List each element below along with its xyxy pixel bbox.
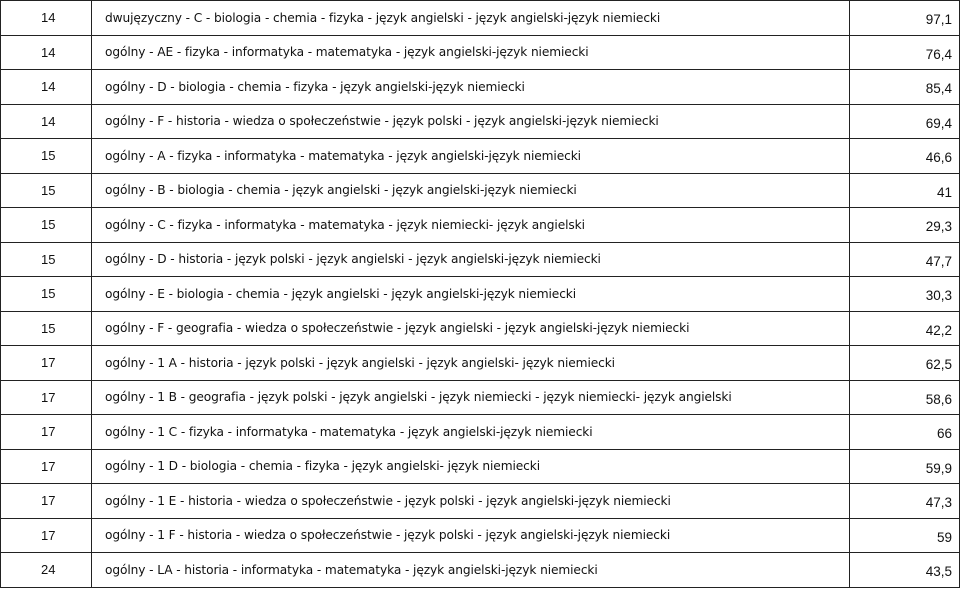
table-row	[1, 173, 960, 208]
table-row	[1, 139, 960, 174]
class-profile-cell: dwujęzyczny - C - biologia - chemia - fizyka - język angielski - język angielski-język niemiecki	[92, 1, 850, 36]
school-number-cell: 14	[1, 35, 92, 70]
class-profile-cell: ogólny - 1 F - historia - wiedza o społeczeństwie - język polski - język angielski-język niemiecki	[92, 518, 850, 553]
score-cell: 62,5	[850, 346, 960, 381]
class-profile-cell: ogólny - 1 E - historia - wiedza o społeczeństwie - język polski - język angielski-język niemiecki	[92, 484, 850, 519]
score-cell: 47,3	[850, 484, 960, 519]
class-profile-cell: ogólny - LA - historia - informatyka - matematyka - język angielski-język niemiecki	[92, 553, 850, 588]
table-row	[1, 484, 960, 519]
class-profile-cell: ogólny - 1 A - historia - język polski - język angielski - język angielski- język niemiecki	[92, 346, 850, 381]
school-number-cell: 17	[1, 518, 92, 553]
school-number-cell: 15	[1, 139, 92, 174]
table-row	[1, 311, 960, 346]
score-cell: 41	[850, 173, 960, 208]
table-row	[1, 277, 960, 312]
school-number-cell: 17	[1, 415, 92, 450]
score-cell: 47,7	[850, 242, 960, 277]
class-profile-cell: ogólny - D - biologia - chemia - fizyka - język angielski-język niemiecki	[92, 70, 850, 105]
results-table-body	[1, 1, 960, 588]
table-row	[1, 70, 960, 105]
score-cell: 29,3	[850, 208, 960, 243]
table-row	[1, 242, 960, 277]
table-row	[1, 1, 960, 36]
class-profile-cell: ogólny - AE - fizyka - informatyka - matematyka - język angielski-język niemiecki	[92, 35, 850, 70]
score-cell: 30,3	[850, 277, 960, 312]
table-row	[1, 208, 960, 243]
table-row	[1, 35, 960, 70]
table-row	[1, 104, 960, 139]
score-cell: 59,9	[850, 449, 960, 484]
school-number-cell: 15	[1, 277, 92, 312]
school-number-cell: 15	[1, 311, 92, 346]
score-cell: 66	[850, 415, 960, 450]
table-row	[1, 346, 960, 381]
score-cell: 69,4	[850, 104, 960, 139]
score-cell: 58,6	[850, 380, 960, 415]
school-number-cell: 14	[1, 70, 92, 105]
table-row	[1, 553, 960, 588]
school-number-cell: 17	[1, 449, 92, 484]
class-profile-cell: ogólny - F - geografia - wiedza o społeczeństwie - język angielski - język angielski-język niemiecki	[92, 311, 850, 346]
class-profile-cell: ogólny - D - historia - język polski - język angielski - język angielski-język niemiecki	[92, 242, 850, 277]
class-profile-cell: ogólny - A - fizyka - informatyka - matematyka - język angielski-język niemiecki	[92, 139, 850, 174]
class-profile-cell: ogólny - 1 B - geografia - język polski - język angielski - język niemiecki - język niemiecki- język angielski	[92, 380, 850, 415]
table-row	[1, 449, 960, 484]
school-number-cell: 15	[1, 242, 92, 277]
school-number-cell: 17	[1, 484, 92, 519]
school-number-cell: 17	[1, 380, 92, 415]
school-number-cell: 15	[1, 173, 92, 208]
score-cell: 97,1	[850, 1, 960, 36]
score-cell: 59	[850, 518, 960, 553]
table-row	[1, 380, 960, 415]
school-number-cell: 17	[1, 346, 92, 381]
class-profile-cell: ogólny - E - biologia - chemia - język angielski - język angielski-język niemiecki	[92, 277, 850, 312]
score-cell: 76,4	[850, 35, 960, 70]
school-number-cell: 14	[1, 1, 92, 36]
table-row	[1, 518, 960, 553]
class-profile-cell: ogólny - F - historia - wiedza o społeczeństwie - język polski - język angielski-język niemiecki	[92, 104, 850, 139]
class-profile-cell: ogólny - 1 D - biologia - chemia - fizyka - język angielski- język niemiecki	[92, 449, 850, 484]
score-cell: 43,5	[850, 553, 960, 588]
school-number-cell: 24	[1, 553, 92, 588]
school-number-cell: 14	[1, 104, 92, 139]
class-profile-cell: ogólny - B - biologia - chemia - język angielski - język angielski-język niemiecki	[92, 173, 850, 208]
table-row	[1, 415, 960, 450]
school-number-cell: 15	[1, 208, 92, 243]
class-profile-cell: ogólny - 1 C - fizyka - informatyka - matematyka - język angielski-język niemiecki	[92, 415, 850, 450]
class-profile-cell: ogólny - C - fizyka - informatyka - matematyka - język niemiecki- język angielski	[92, 208, 850, 243]
score-cell: 85,4	[850, 70, 960, 105]
score-cell: 42,2	[850, 311, 960, 346]
score-cell: 46,6	[850, 139, 960, 174]
